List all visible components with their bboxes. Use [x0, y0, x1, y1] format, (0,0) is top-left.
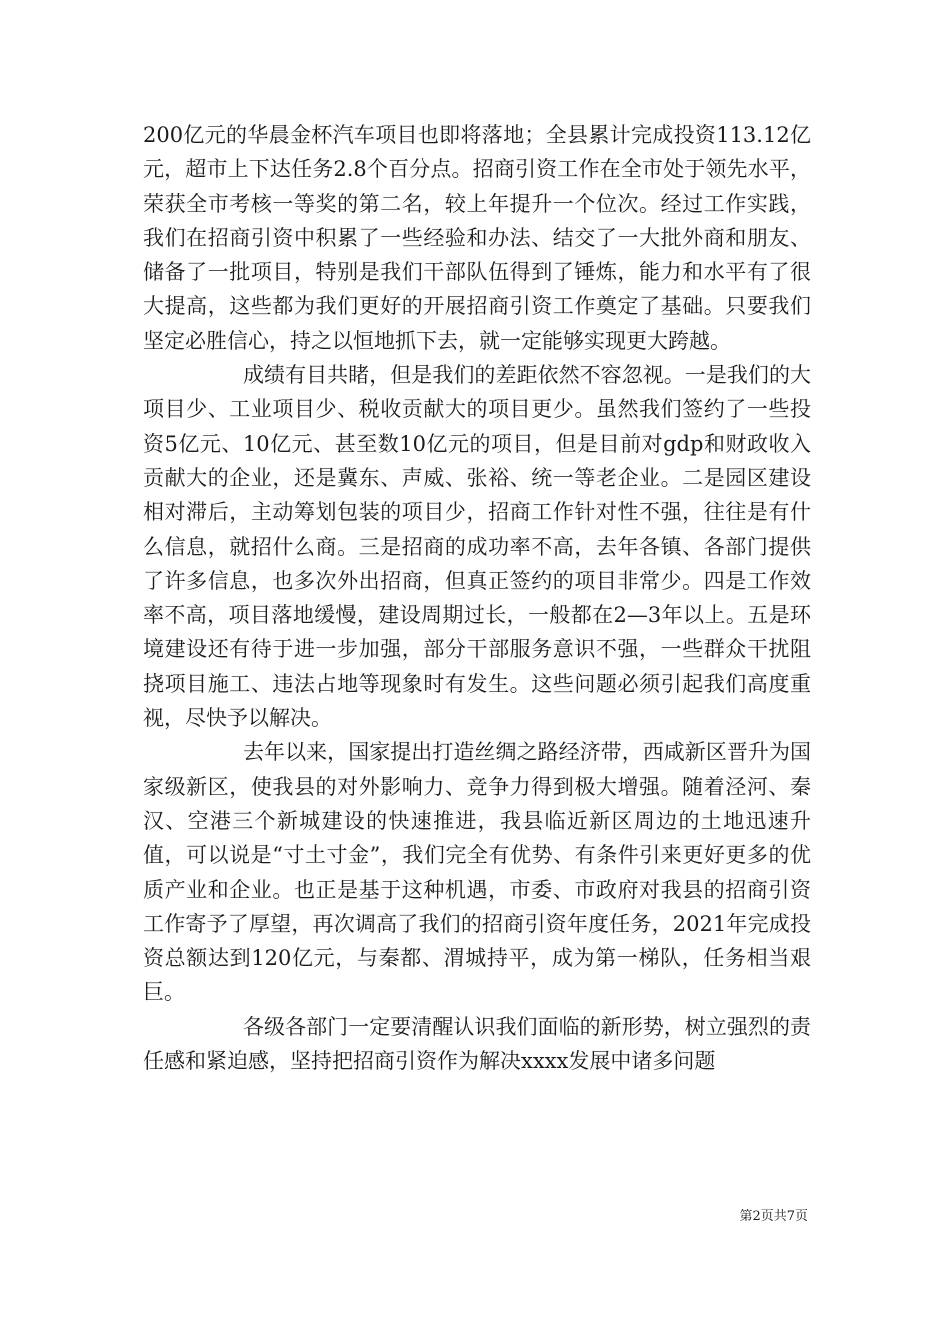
- paragraph-1: 200亿元的华晨金杯汽车项目也即将落地；全县累计完成投资113.12亿元，超市上下达任务2.8个百分点。招商引资工作在全市处于领先水平，荣获全市考核一等奖的第二名，较上年提升一个位次。经过工作实践，我们在招商引资中积累了一些经验和办法、结交了一大批外商和朋友、储备了一批项目，特别是我们干部队伍得到了锤炼，能力和水平有了很大提高，这些都为我们更好的开展招商引资工作奠定了基础。只要我们坚定必胜信心，持之以恒地抓下去，就一定能够实现更大跨越。: [143, 123, 811, 353]
- page-footer: 第2页共7页: [739, 1209, 808, 1224]
- paragraph-4: 各级各部门一定要清醒认识我们面临的新形势，树立强烈的责任感和紧迫感，坚持把招商引资作为解决xxxx发展中诸多问题: [143, 1014, 811, 1074]
- document-body: [143, 118, 811, 1078]
- paragraph-3: 去年以来，国家提出打造丝绸之路经济带，西咸新区晋升为国家级新区，使我县的对外影响力、竞争力得到极大增强。随着泾河、秦汉、空港三个新城建设的快速推进，我县临近新区周边的土地迅速升值，可以说是“寸土寸金”，我们完全有优势、有条件引来更好更多的优质产业和企业。也正是基于这种机遇，市委、市政府对我县的招商引资工作寄予了厚望，再次调高了我们的招商引资年度任务，2021年完成投资总额达到120亿元，与秦都、渭城持平，成为第一梯队，任务相当艰巨。: [143, 740, 811, 1005]
- paragraph-2: 成绩有目共睹，但是我们的差距依然不容忽视。一是我们的大项目少、工业项目少、税收贡献大的项目更少。虽然我们签约了一些投资5亿元、10亿元、甚至数10亿元的项目，但是目前对gdp和财政收入贡献大的企业，还是冀东、声威、张裕、统一等老企业。二是园区建设相对滞后，主动筹划包装的项目少，招商工作针对性不强，往往是有什么信息，就招什么商。三是招商的成功率不高，去年各镇、各部门提供了许多信息，也多次外出招商，但真正签约的项目非常少。四是工作效率不高，项目落地缓慢，建设周期过长，一般都在2—3年以上。五是环境建设还有待于进一步加强，部分干部服务意识不强，一些群众干扰阻挠项目施工、违法占地等现象时有发生。这些问题必须引起我们高度重视，尽快予以解决。: [143, 363, 811, 731]
